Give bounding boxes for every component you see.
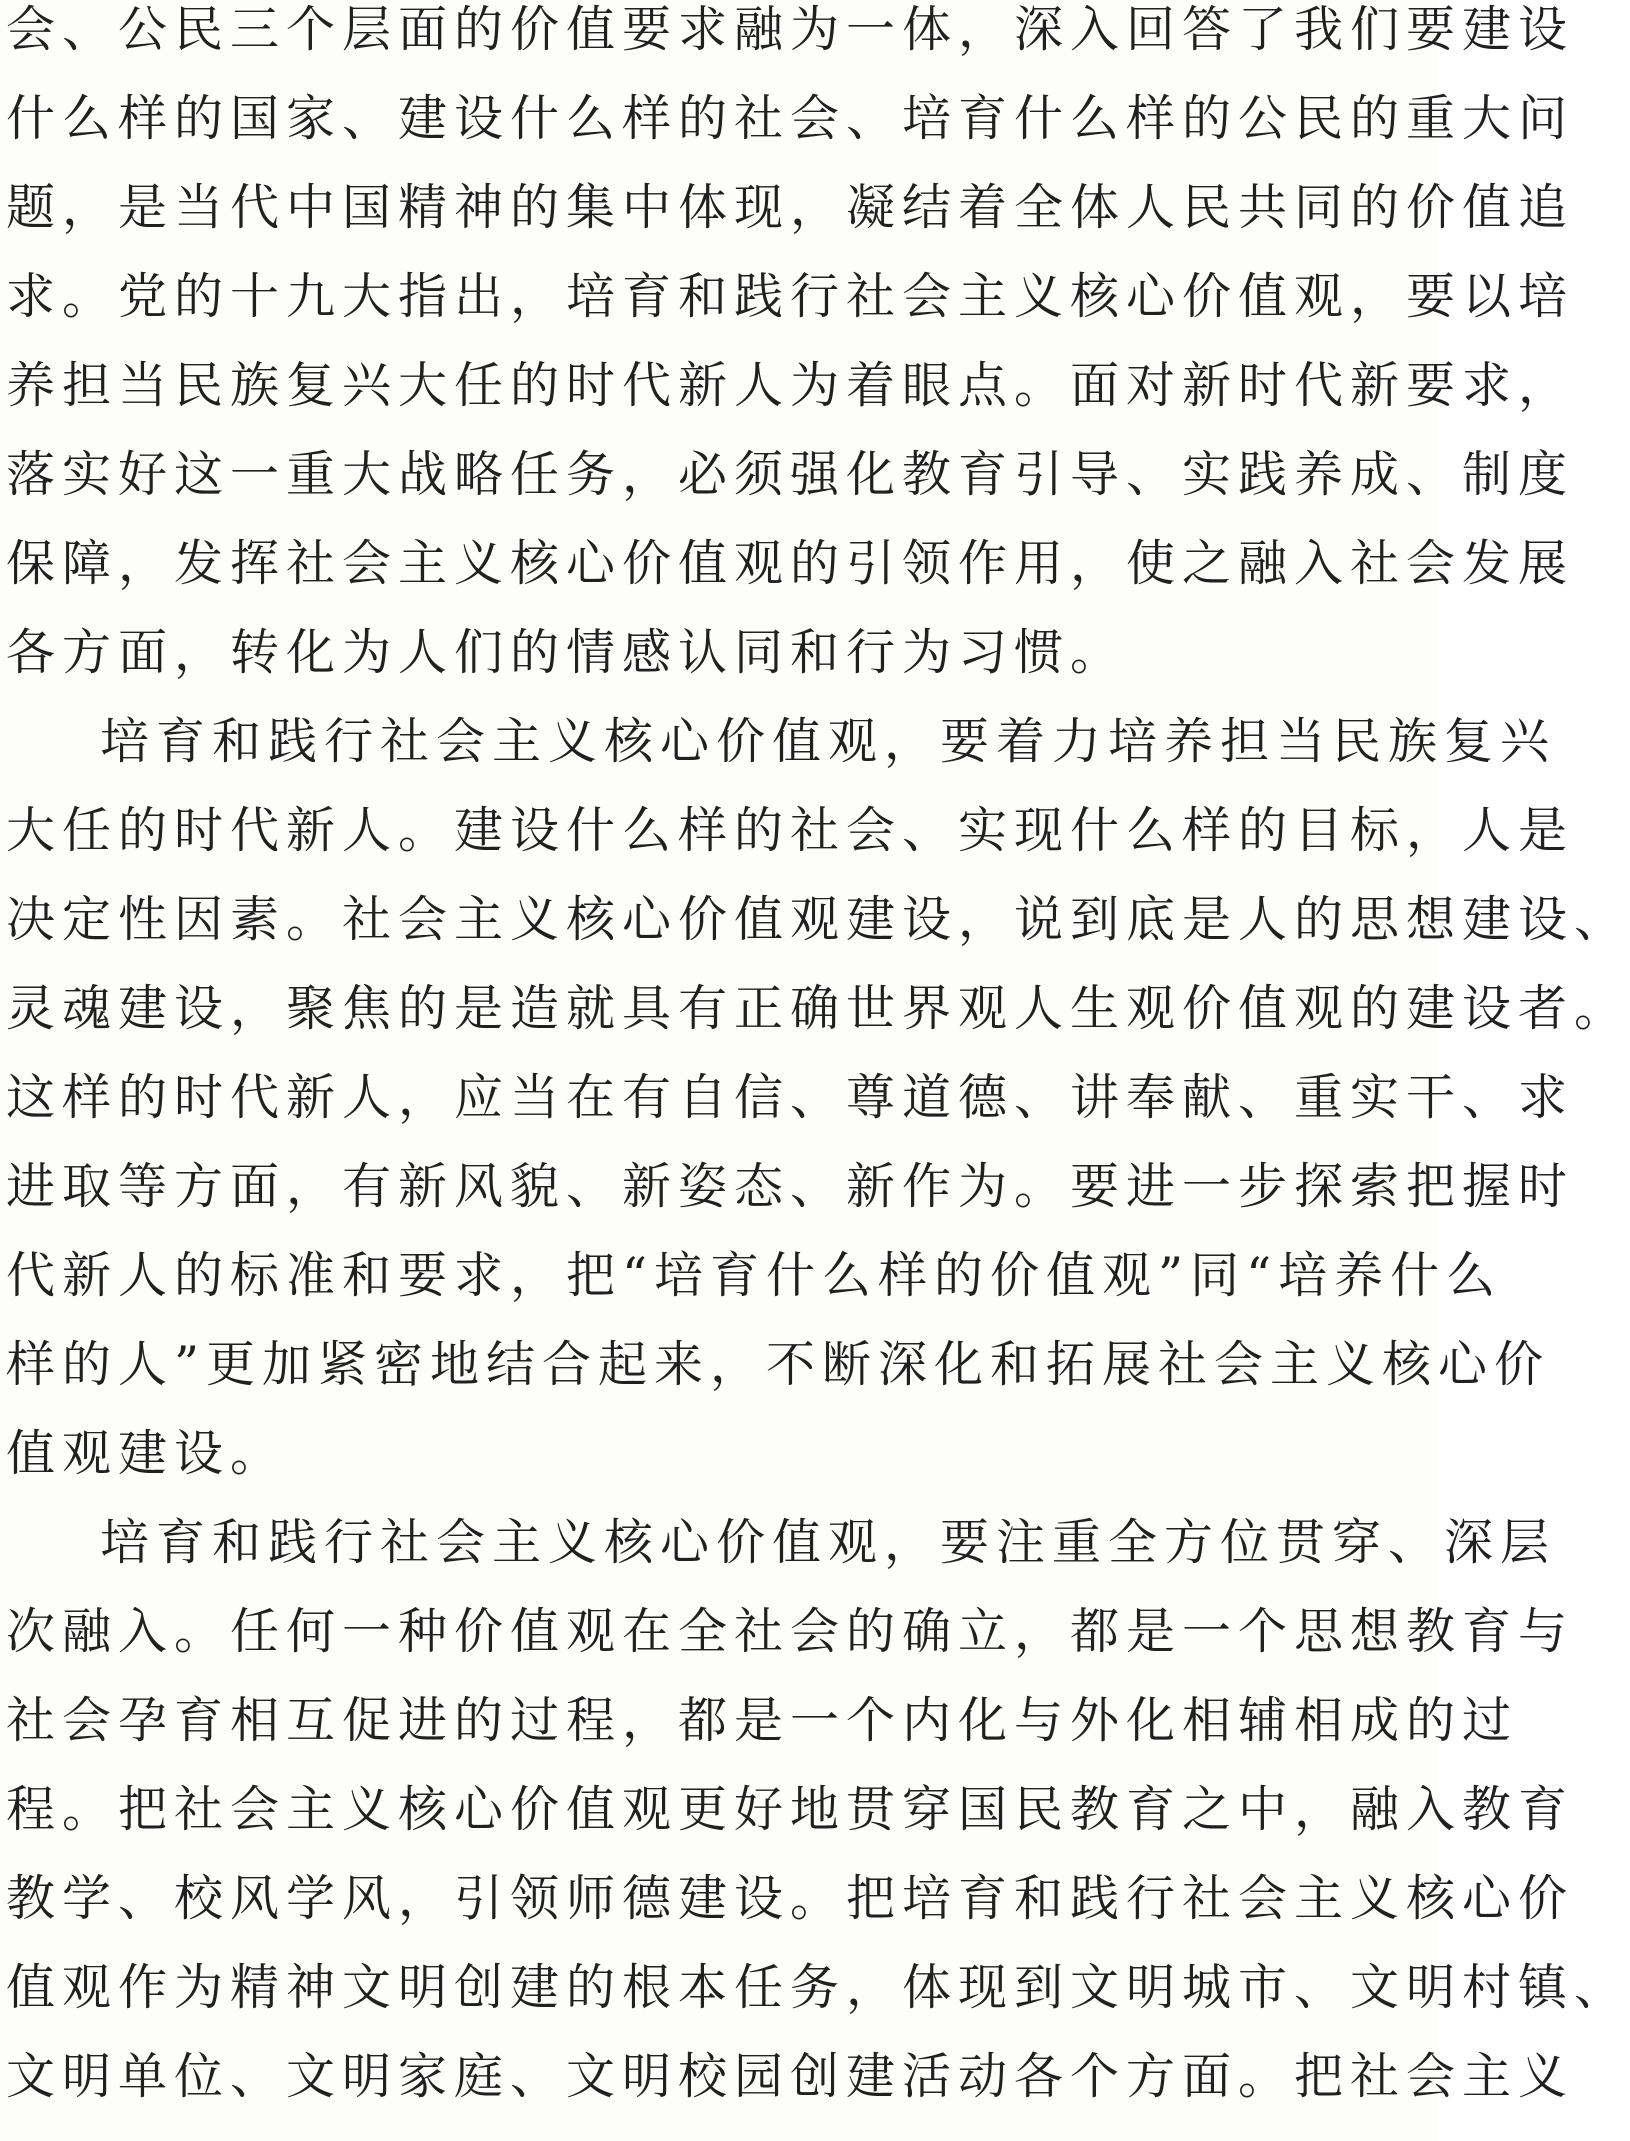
text-line-6: 落实好这一重大战略任务，必须强化教育引导、实践养成、制度	[6, 446, 1575, 503]
text-line-20: 社会孕育相互促进的过程，都是一个内化与外化相辅相成的过	[6, 1692, 1519, 1749]
text-line-1: 会、公民三个层面的价值要求融为一体，深入回答了我们要建设	[6, 1, 1575, 58]
text-line-14: 进取等方面，有新风貌、新姿态、新作为。要进一步探索把握时	[6, 1158, 1575, 1215]
text-line-15: 代新人的标准和要求，把“培育什么样的价值观”同“培养什么	[6, 1247, 1503, 1304]
paragraph-3-line-1: 培育和践行社会主义核心价值观，要注重全方位贯穿、深层	[100, 1514, 1557, 1571]
text-line-13: 这样的时代新人，应当在有自信、尊道德、讲奉献、重实干、求	[6, 1069, 1575, 1126]
text-line-2: 什么样的国家、建设什么样的社会、培育什么样的公民的重大问	[6, 90, 1575, 147]
text-line-4: 求。党的十九大指出，培育和践行社会主义核心价值观，要以培	[6, 268, 1575, 325]
text-line-7: 保障，发挥社会主义核心价值观的引领作用，使之融入社会发展	[6, 535, 1575, 592]
text-line-21: 程。把社会主义核心价值观更好地贯穿国民教育之中，融入教育	[6, 1781, 1575, 1838]
text-line-17: 值观建设。	[6, 1425, 287, 1482]
text-line-19: 次融入。任何一种价值观在全社会的确立，都是一个思想教育与	[6, 1603, 1575, 1660]
text-line-5: 养担当民族复兴大任的时代新人为着眼点。面对新时代新要求，	[6, 357, 1575, 414]
text-line-12: 灵魂建设，聚焦的是造就具有正确世界观人生观价值观的建设者。	[6, 980, 1630, 1037]
text-line-3: 题，是当代中国精神的集中体现，凝结着全体人民共同的价值追	[6, 179, 1575, 236]
text-line-10: 大任的时代新人。建设什么样的社会、实现什么样的目标，人是	[6, 802, 1575, 859]
text-line-11: 决定性因素。社会主义核心价值观建设，说到底是人的思想建设、	[6, 891, 1630, 948]
text-line-24: 文明单位、文明家庭、文明校园创建活动各个方面。把社会主义	[6, 2048, 1575, 2105]
text-line-22: 教学、校风学风，引领师德建设。把培育和践行社会主义核心价	[6, 1870, 1575, 1927]
text-line-8: 各方面，转化为人们的情感认同和行为习惯。	[6, 624, 1127, 681]
text-line-23: 值观作为精神文明创建的根本任务，体现到文明城市、文明村镇、	[6, 1959, 1630, 2016]
text-line-16: 样的人”更加紧密地结合起来，不断深化和拓展社会主义核心价	[6, 1336, 1551, 1393]
paragraph-2-line-1: 培育和践行社会主义核心价值观，要着力培养担当民族复兴	[100, 713, 1557, 770]
